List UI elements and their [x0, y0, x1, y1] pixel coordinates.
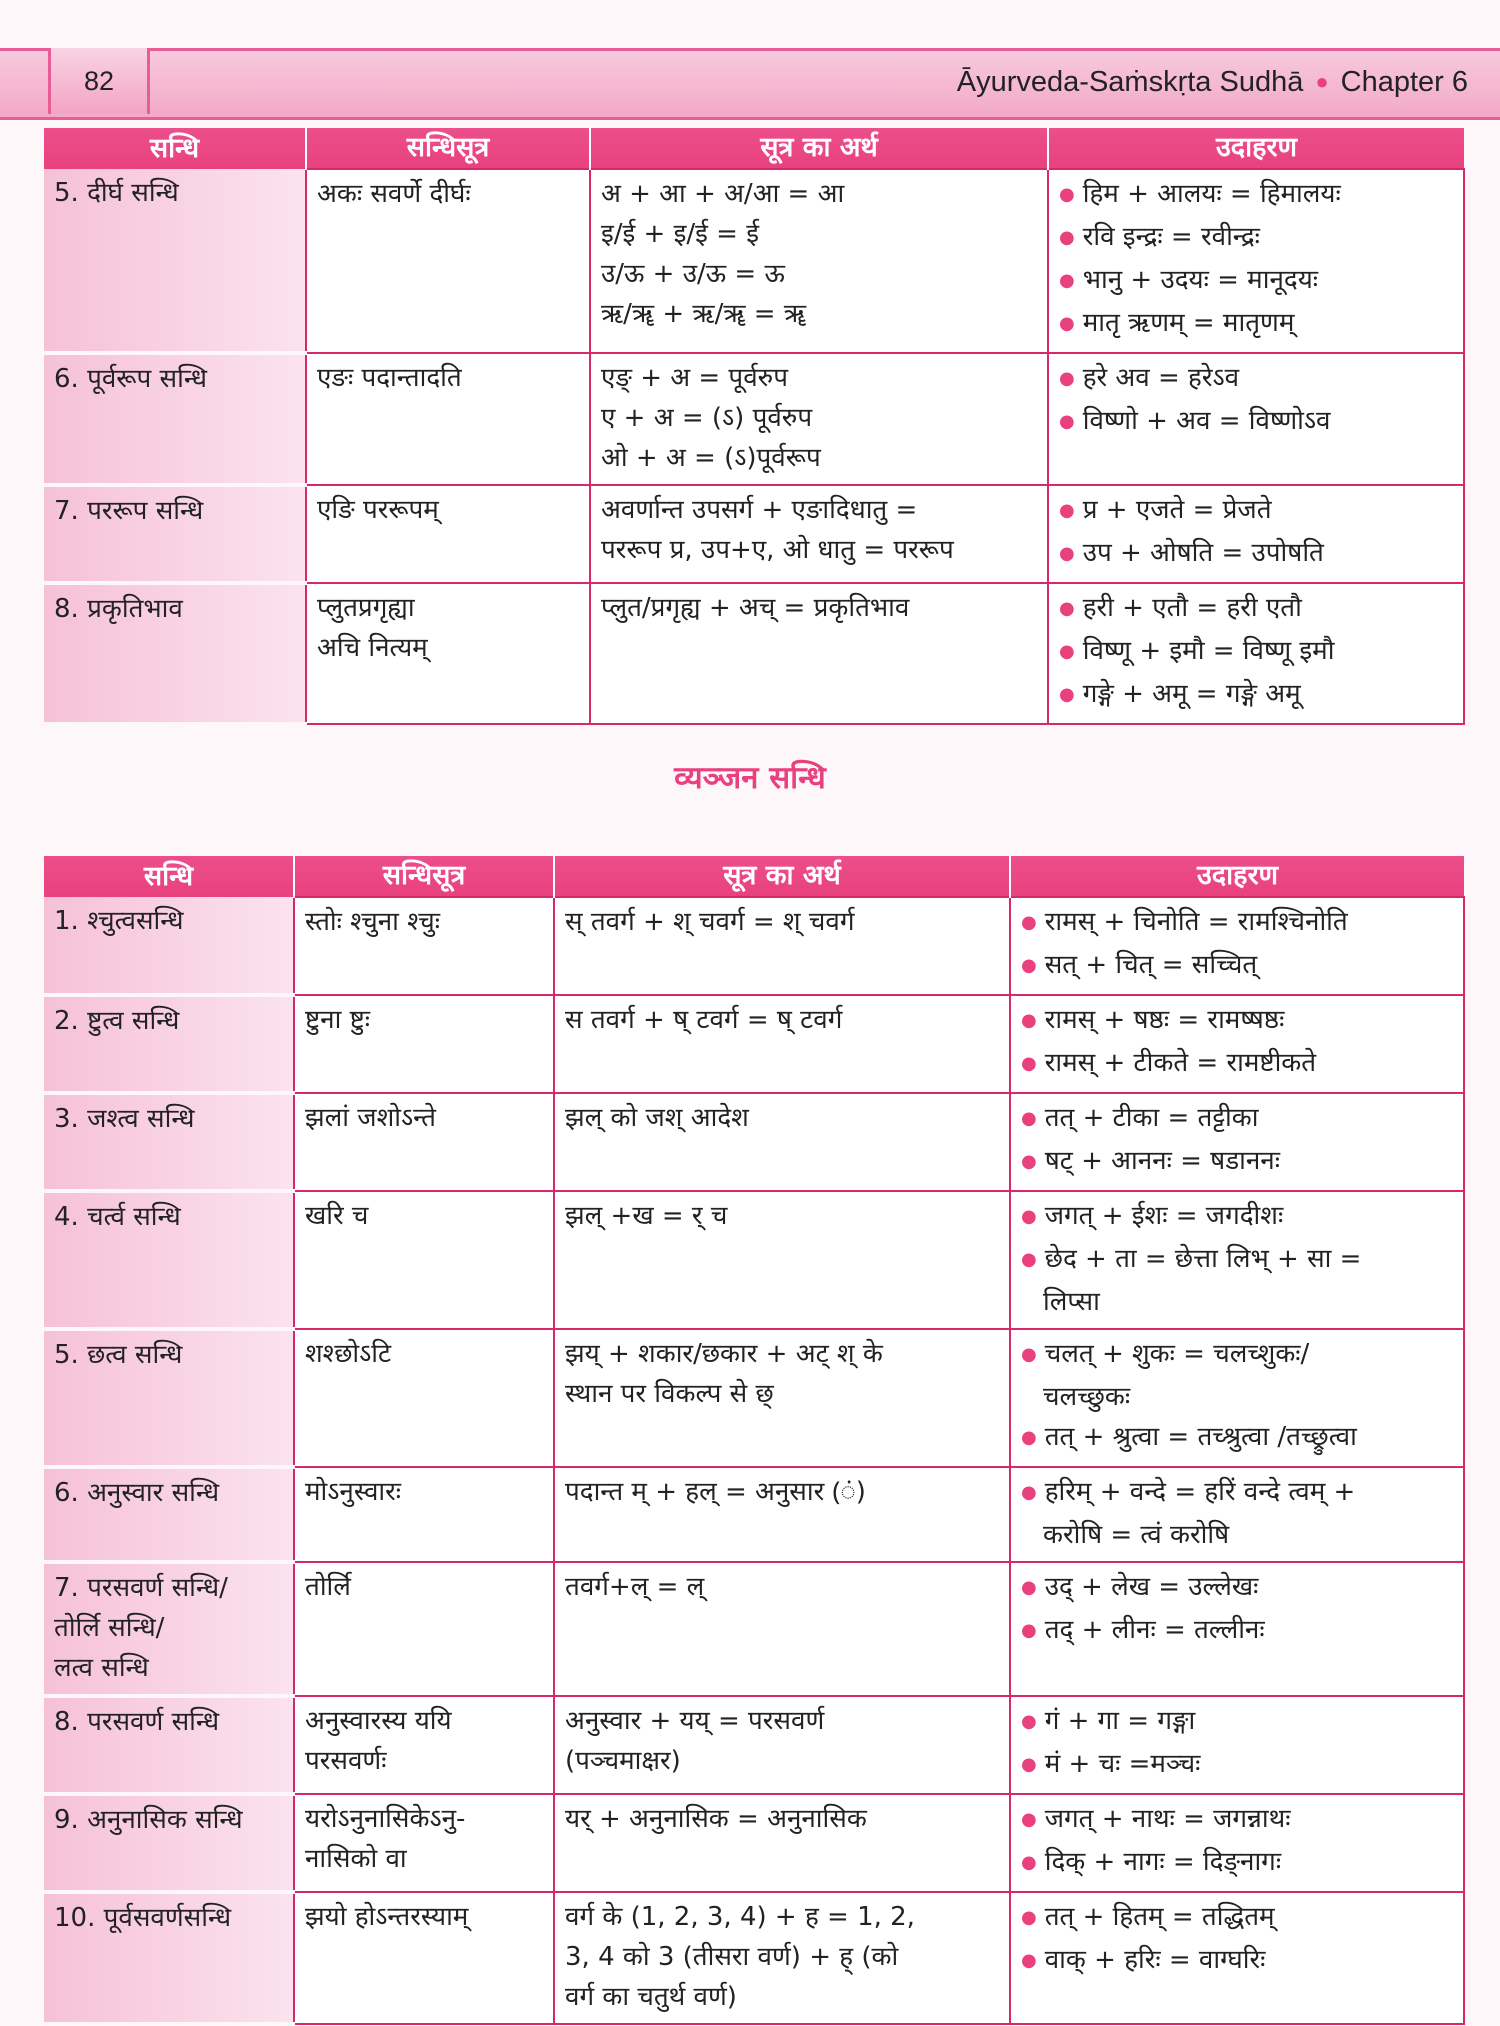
- example-item: ● गं + गा = गङ्गा: [1021, 1701, 1453, 1744]
- sandhi-name-cell: [44, 1794, 294, 1892]
- running-title: [957, 52, 1468, 112]
- example-cell: [1010, 1562, 1464, 1696]
- sandhi-name-cell: [44, 1562, 294, 1696]
- meaning-cell: [554, 1093, 1010, 1191]
- sutra-text: शश्छोऽटि: [305, 1339, 392, 1369]
- table-header-row: [44, 128, 1464, 169]
- meaning-text: पररूप प्र, उप+ए, ओ धातु = पररूप: [601, 535, 954, 565]
- column-header: सूत्र का अर्थ: [554, 856, 1010, 897]
- example-item: ● हिम + आलयः = हिमालयः: [1059, 174, 1453, 217]
- example-cell: [1010, 1892, 1464, 2024]
- meaning-cell: [554, 1562, 1010, 1696]
- example-item: ● विष्णो + अव = विष्णोऽव: [1059, 401, 1453, 444]
- meaning-text: झल् +ख = र् च: [565, 1201, 728, 1231]
- sandhi-name: 9. अनुनासिक सन्धि: [54, 1805, 243, 1835]
- sandhi-name-cell: [44, 1191, 294, 1329]
- chapter-label: Chapter 6: [1340, 65, 1468, 98]
- sandhi-name: 2. ष्टुत्व सन्धि: [54, 1006, 180, 1036]
- meaning-cell: [554, 1329, 1010, 1467]
- sandhi-name-cell: [44, 169, 306, 353]
- example-cell: [1048, 353, 1464, 485]
- example-item: ● प्र + एजते = प्रेजते: [1059, 490, 1453, 533]
- sutra-text: स्तोः श्चुना श्चुः: [305, 907, 440, 937]
- table-row: [44, 169, 1464, 353]
- section-title: व्यञ्जन सन्धि: [674, 760, 826, 796]
- example-item: ● वाक् + हरिः = वाग्घरिः: [1021, 1940, 1453, 1983]
- example-cell: [1048, 169, 1464, 353]
- sutra-text: अकः सवर्णे दीर्घः: [317, 179, 471, 209]
- sandhi-name: 5. छत्व सन्धि: [54, 1340, 183, 1370]
- swara-sandhi-table: [44, 128, 1465, 726]
- column-header: सन्धि: [44, 856, 294, 897]
- sutra-text: एङः पदान्तादति: [317, 363, 462, 393]
- meaning-cell: [590, 583, 1048, 724]
- meaning-text: पदान्त म् + हल् = अनुसार (ं): [565, 1477, 866, 1507]
- example-cell: [1010, 1696, 1464, 1794]
- sutra-cell: [294, 1467, 554, 1562]
- meaning-text: अ + आ + अ/आ = आ: [601, 179, 845, 209]
- sutra-text: अचि नित्यम्: [317, 633, 428, 663]
- sutra-text: अनुस्वारस्य ययि: [305, 1706, 452, 1736]
- sandhi-name-cell: [44, 897, 294, 995]
- example-item: ● हरे अव = हरेऽव: [1059, 358, 1453, 401]
- meaning-text: स तवर्ग + ष् टवर्ग = ष् टवर्ग: [565, 1005, 843, 1035]
- example-item: ● गङ्गे + अमू = गङ्गे अमू: [1059, 674, 1453, 717]
- example-item: ● जगत् + नाथः = जगन्नाथः: [1021, 1799, 1453, 1842]
- book-title: Āyurveda-Saṁskṛta Sudhā: [956, 65, 1304, 98]
- sandhi-name-cell: [44, 1093, 294, 1191]
- meaning-text: स् तवर्ग + श् चवर्ग = श् चवर्ग: [565, 907, 855, 937]
- sutra-cell: [294, 1794, 554, 1892]
- sandhi-name: 1. श्चुत्वसन्धि: [54, 906, 184, 936]
- meaning-text: उ/ऊ + उ/ऊ = ऊ: [601, 259, 785, 289]
- example-item: ● भानु + उदयः = मानूदयः: [1059, 260, 1453, 303]
- sandhi-name-cell: [44, 1696, 294, 1794]
- example-item: ● तत् + श्रुत्वा = तच्श्रुत्वा /तच्छ्रुत्वा: [1021, 1417, 1453, 1460]
- table-row: [44, 485, 1464, 583]
- sandhi-name: 10. पूर्वसवर्णसन्धि: [54, 1903, 232, 1933]
- column-header: उदाहरण: [1048, 128, 1464, 169]
- example-cell: [1010, 1329, 1464, 1467]
- table-row: [44, 353, 1464, 485]
- sutra-text: एङि पररूपम्: [317, 495, 439, 525]
- table-row: [44, 583, 1464, 724]
- sandhi-name-cell: [44, 995, 294, 1093]
- example-item: ● तत् + टीका = तट्टीका: [1021, 1098, 1453, 1141]
- meaning-text: ओ + अ = (ऽ)पूर्वरूप: [601, 443, 821, 473]
- table-row: [44, 897, 1464, 995]
- meaning-cell: [554, 995, 1010, 1093]
- table-header-row: [44, 856, 1464, 897]
- example-item: ● छेद + ता = छेत्ता लिभ् + सा =: [1021, 1239, 1453, 1282]
- example-item: ● मं + चः =मञ्चः: [1021, 1744, 1453, 1787]
- separator-dot-icon: ●: [1315, 69, 1329, 94]
- sutra-cell: [294, 1892, 554, 2024]
- meaning-text: ऋ/ॠ + ऋ/ॠ = ॠ: [601, 299, 807, 329]
- example-item: ● दिक् + नागः = दिङ्नागः: [1021, 1842, 1453, 1885]
- example-item: करोषि = त्वं करोषि: [1043, 1520, 1230, 1550]
- sandhi-name: 8. प्रकृतिभाव: [54, 594, 183, 624]
- sutra-cell: [306, 583, 590, 724]
- sutra-text: नासिको वा: [305, 1844, 407, 1874]
- sutra-text: तोर्लि: [305, 1572, 351, 1602]
- meaning-text: (पञ्चमाक्षर): [565, 1746, 681, 1776]
- example-cell: [1010, 995, 1464, 1093]
- example-cell: [1010, 1467, 1464, 1562]
- meaning-cell: [554, 1191, 1010, 1329]
- meaning-text: झल् को जश् आदेश: [565, 1103, 749, 1133]
- sutra-cell: [294, 1562, 554, 1696]
- example-item: ● उद् + लेख = उल्लेखः: [1021, 1567, 1453, 1610]
- table-row: [44, 1562, 1464, 1696]
- sandhi-name: 5. दीर्घ सन्धि: [54, 178, 179, 208]
- sandhi-name-cell: [44, 583, 306, 724]
- meaning-text: ए + अ = (ऽ) पूर्वरुप: [601, 403, 813, 433]
- meaning-cell: [554, 1892, 1010, 2024]
- example-cell: [1048, 485, 1464, 583]
- example-item: ● विष्णू + इमौ = विष्णू इमौ: [1059, 631, 1453, 674]
- example-cell: [1010, 897, 1464, 995]
- table-row: [44, 1794, 1464, 1892]
- sutra-text: खरि च: [305, 1201, 369, 1231]
- meaning-cell: [590, 485, 1048, 583]
- example-item: ● हरिम् + वन्दे = हरिं वन्दे त्वम् +: [1021, 1472, 1453, 1515]
- table-row: [44, 1191, 1464, 1329]
- example-item: ● रामस् + चिनोति = रामश्चिनोति: [1021, 902, 1453, 945]
- sutra-text: यरोऽनुनासिकेऽनु-: [305, 1804, 466, 1834]
- example-cell: [1048, 583, 1464, 724]
- meaning-cell: [554, 1696, 1010, 1794]
- table-row: [44, 1467, 1464, 1562]
- sandhi-name-cell: [44, 1329, 294, 1467]
- sandhi-name: 8. परसवर्ण सन्धि: [54, 1707, 220, 1737]
- example-item: ● हरी + एतौ = हरी एतौ: [1059, 588, 1453, 631]
- sutra-cell: [294, 1696, 554, 1794]
- sandhi-name: तोर्लि सन्धि/: [54, 1613, 165, 1643]
- meaning-text: अनुस्वार + यय् = परसवर्ण: [565, 1706, 825, 1736]
- sutra-cell: [294, 995, 554, 1093]
- sutra-cell: [294, 1191, 554, 1329]
- sandhi-name-cell: [44, 1892, 294, 2024]
- sutra-cell: [306, 353, 590, 485]
- sutra-text: प्लुतप्रगृह्या: [317, 593, 415, 623]
- table-row: [44, 1696, 1464, 1794]
- sutra-text: झलां जशोऽन्ते: [305, 1103, 436, 1133]
- sutra-cell: [294, 1093, 554, 1191]
- sandhi-name: 3. जश्त्व सन्धि: [54, 1104, 195, 1134]
- column-header: उदाहरण: [1010, 856, 1464, 897]
- example-item: लिप्सा: [1043, 1287, 1100, 1317]
- example-item: ● रवि इन्द्रः = रवीन्द्रः: [1059, 217, 1453, 260]
- meaning-text: यर् + अनुनासिक = अनुनासिक: [565, 1804, 867, 1834]
- sandhi-name: 7. परसवर्ण सन्धि/: [54, 1573, 228, 1603]
- sandhi-name: 7. पररूप सन्धि: [54, 496, 204, 526]
- sandhi-name: 6. पूर्वरूप सन्धि: [54, 364, 208, 394]
- column-header: सन्धिसूत्र: [294, 856, 554, 897]
- sandhi-name: 4. चर्त्व सन्धि: [54, 1202, 181, 1232]
- sutra-cell: [294, 1329, 554, 1467]
- meaning-cell: [554, 897, 1010, 995]
- example-item: चलच्छुकः: [1043, 1382, 1131, 1412]
- sutra-text: ष्टुना ष्टुः: [305, 1005, 371, 1035]
- example-item: ● षट् + आननः = षडाननः: [1021, 1141, 1453, 1184]
- table-row: [44, 1093, 1464, 1191]
- sandhi-name-cell: [44, 485, 306, 583]
- sandhi-name-cell: [44, 353, 306, 485]
- meaning-cell: [554, 1467, 1010, 1562]
- sandhi-name-cell: [44, 1467, 294, 1562]
- meaning-text: अवर्णान्त उपसर्ग + एङादिधातु =: [601, 495, 918, 525]
- example-item: ● सत् + चित् = सच्चित्: [1021, 945, 1453, 988]
- column-header: सूत्र का अर्थ: [590, 128, 1048, 169]
- sandhi-name: 6. अनुस्वार सन्धि: [54, 1478, 220, 1508]
- sutra-text: मोऽनुस्वारः: [305, 1477, 402, 1507]
- column-header: सन्धिसूत्र: [306, 128, 590, 169]
- example-item: ● रामस् + टीकते = रामष्टीकते: [1021, 1043, 1453, 1086]
- meaning-text: वर्ग के (1, 2, 3, 4) + ह = 1, 2,: [565, 1902, 915, 1932]
- meaning-text: प्लुत/प्रगृह्य + अच् = प्रकृतिभाव: [601, 593, 910, 623]
- meaning-text: एङ् + अ = पूर्वरुप: [601, 363, 788, 393]
- example-item: ● तद् + लीनः = तल्लीनः: [1021, 1610, 1453, 1653]
- page-number: 82: [48, 48, 150, 114]
- example-item: ● उप + ओषति = उपोषति: [1059, 533, 1453, 576]
- example-item: ● मातृ ऋणम् = मातृणम्: [1059, 303, 1453, 346]
- sutra-cell: [306, 485, 590, 583]
- table-row: [44, 1892, 1464, 2024]
- meaning-text: तवर्ग+ल् = ल्: [565, 1572, 705, 1602]
- meaning-text: वर्ग का चतुर्थ वर्ण): [565, 1982, 737, 2012]
- example-item: ● चलत् + शुकः = चलच्शुकः/: [1021, 1334, 1453, 1377]
- sutra-text: झयो होऽन्तरस्याम्: [305, 1902, 469, 1932]
- meaning-cell: [590, 169, 1048, 353]
- example-item: ● रामस् + षष्ठः = रामष्षष्ठः: [1021, 1000, 1453, 1043]
- sandhi-name: लत्व सन्धि: [54, 1653, 149, 1683]
- vyanjan-sandhi-table: [44, 856, 1465, 2026]
- example-cell: [1010, 1191, 1464, 1329]
- meaning-text: 3, 4 को 3 (तीसरा वर्ण) + ह् (को: [565, 1942, 899, 1972]
- meaning-text: इ/ई + इ/ई = ई: [601, 219, 759, 249]
- meaning-text: झय् + शकार/छकार + अट् श् के: [565, 1339, 883, 1369]
- column-header: सन्धि: [44, 128, 306, 169]
- example-item: ● तत् + हितम् = तद्धितम्: [1021, 1897, 1453, 1940]
- example-cell: [1010, 1794, 1464, 1892]
- sutra-text: परसवर्णः: [305, 1746, 387, 1776]
- table-row: [44, 1329, 1464, 1467]
- meaning-cell: [554, 1794, 1010, 1892]
- sutra-cell: [294, 897, 554, 995]
- example-cell: [1010, 1093, 1464, 1191]
- meaning-text: स्थान पर विकल्प से छ्: [565, 1379, 774, 1409]
- sutra-cell: [306, 169, 590, 353]
- meaning-cell: [590, 353, 1048, 485]
- example-item: ● जगत् + ईशः = जगदीशः: [1021, 1196, 1453, 1239]
- table-row: [44, 995, 1464, 1093]
